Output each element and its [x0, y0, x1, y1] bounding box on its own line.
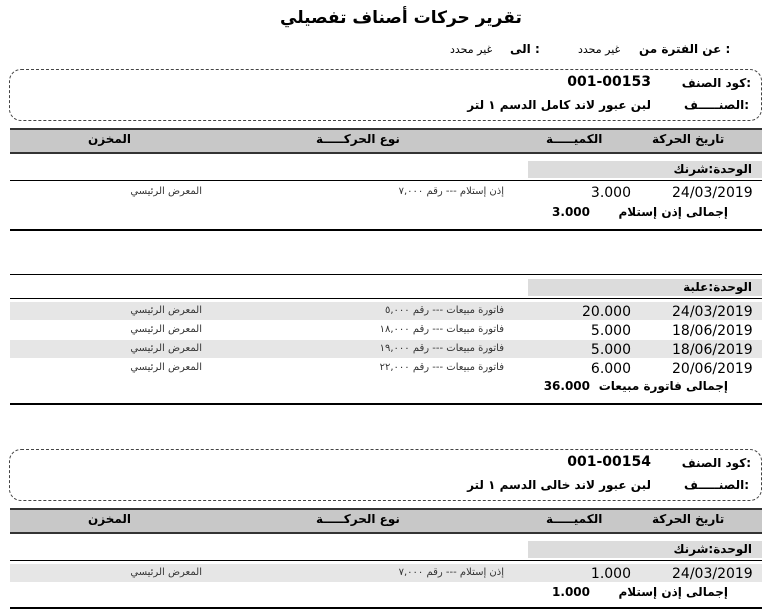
period-to-label: الى : — [510, 42, 540, 56]
row-store: المعرض الرئيسي — [130, 567, 202, 578]
table-header — [10, 508, 762, 534]
row-type: فاتورة مبيعات --- رقم ١٨,٠٠٠ — [379, 324, 504, 335]
row-store: المعرض الرئيسي — [130, 186, 202, 197]
col-qty: الكميـــــة — [546, 512, 603, 526]
row-store: المعرض الرئيسي — [130, 324, 202, 335]
item-name-label: الصنـــــف: — [684, 478, 749, 492]
divider — [10, 274, 762, 275]
row-type: إذن إستلام --- رقم ٧,٠٠٠ — [398, 567, 504, 578]
total-value: 3.000 — [552, 205, 590, 219]
col-type: نوع الحركـــــة — [316, 512, 400, 526]
row-qty: 20.000 — [582, 304, 631, 320]
total-label: إجمالى إذن إستلام — [618, 585, 728, 599]
item-code-label: كود الصنف: — [681, 456, 751, 470]
row-date: 18/06/2019 — [672, 342, 753, 358]
row-type: إذن إستلام --- رقم ٧,٠٠٠ — [398, 186, 504, 197]
period-from-label: عن الفترة من : — [639, 42, 731, 56]
item-name-value: لبن عبور لاند كامل الدسم ١ لتر — [467, 98, 651, 112]
col-store: المخزن — [88, 512, 132, 526]
divider — [10, 560, 762, 561]
table-row — [10, 302, 762, 320]
item-code-value: 001-00153 — [567, 74, 651, 90]
col-date: تاريخ الحركة — [652, 132, 725, 146]
row-date: 24/03/2019 — [672, 566, 753, 582]
item-header-box — [9, 449, 762, 501]
row-qty: 3.000 — [590, 185, 631, 201]
col-qty: الكميـــــة — [546, 132, 603, 146]
row-date: 20/06/2019 — [672, 361, 753, 377]
group-end-line — [10, 229, 762, 231]
divider — [10, 298, 762, 299]
item-name-value: لبن عبور لاند خالى الدسم ١ لتر — [467, 478, 651, 492]
table-row — [10, 340, 762, 358]
row-date: 18/06/2019 — [672, 323, 753, 339]
table-row — [10, 564, 762, 582]
unit-label: الوحدة:شرنك — [673, 542, 752, 556]
total-label: إجمالى إذن إستلام — [618, 205, 728, 219]
item-header-box — [9, 69, 762, 121]
period-to-value: غير محدد — [450, 43, 493, 56]
divider — [10, 180, 762, 181]
row-store: المعرض الرئيسي — [130, 305, 202, 316]
period-from-value: غير محدد — [578, 43, 621, 56]
col-date: تاريخ الحركة — [652, 512, 725, 526]
table-row — [10, 321, 762, 339]
table-header — [10, 128, 762, 154]
col-type: نوع الحركـــــة — [316, 132, 400, 146]
col-store: المخزن — [88, 132, 132, 146]
row-qty: 5.000 — [590, 323, 631, 339]
table-row — [10, 183, 762, 201]
row-type: فاتورة مبيعات --- رقم ١٩,٠٠٠ — [379, 343, 504, 354]
group-end-line — [10, 403, 762, 405]
row-store: المعرض الرئيسي — [130, 343, 202, 354]
group-end-line — [10, 607, 762, 609]
row-date: 24/03/2019 — [672, 304, 753, 320]
row-type: فاتورة مبيعات --- رقم ٢٢,٠٠٠ — [379, 362, 504, 373]
total-value: 36.000 — [543, 379, 590, 393]
row-store: المعرض الرئيسي — [130, 362, 202, 373]
total-label: إجمالى فاتورة مبيعات — [598, 379, 728, 393]
row-qty: 1.000 — [590, 566, 631, 582]
item-code-value: 001-00154 — [567, 454, 651, 470]
unit-label: الوحدة:علبة — [683, 280, 752, 294]
row-qty: 6.000 — [590, 361, 631, 377]
item-name-label: الصنـــــف: — [684, 98, 749, 112]
unit-bar — [528, 541, 762, 558]
total-value: 1.000 — [552, 585, 590, 599]
report-title: تقرير حركات أصناف تفصيلي — [280, 8, 522, 28]
unit-bar — [528, 279, 762, 296]
row-date: 24/03/2019 — [672, 185, 753, 201]
row-type: فاتورة مبيعات --- رقم ٥,٠٠٠ — [385, 305, 504, 316]
item-code-label: كود الصنف: — [681, 76, 751, 90]
table-row — [10, 359, 762, 377]
row-qty: 5.000 — [590, 342, 631, 358]
unit-bar — [528, 161, 762, 178]
unit-label: الوحدة:شرنك — [673, 162, 752, 176]
